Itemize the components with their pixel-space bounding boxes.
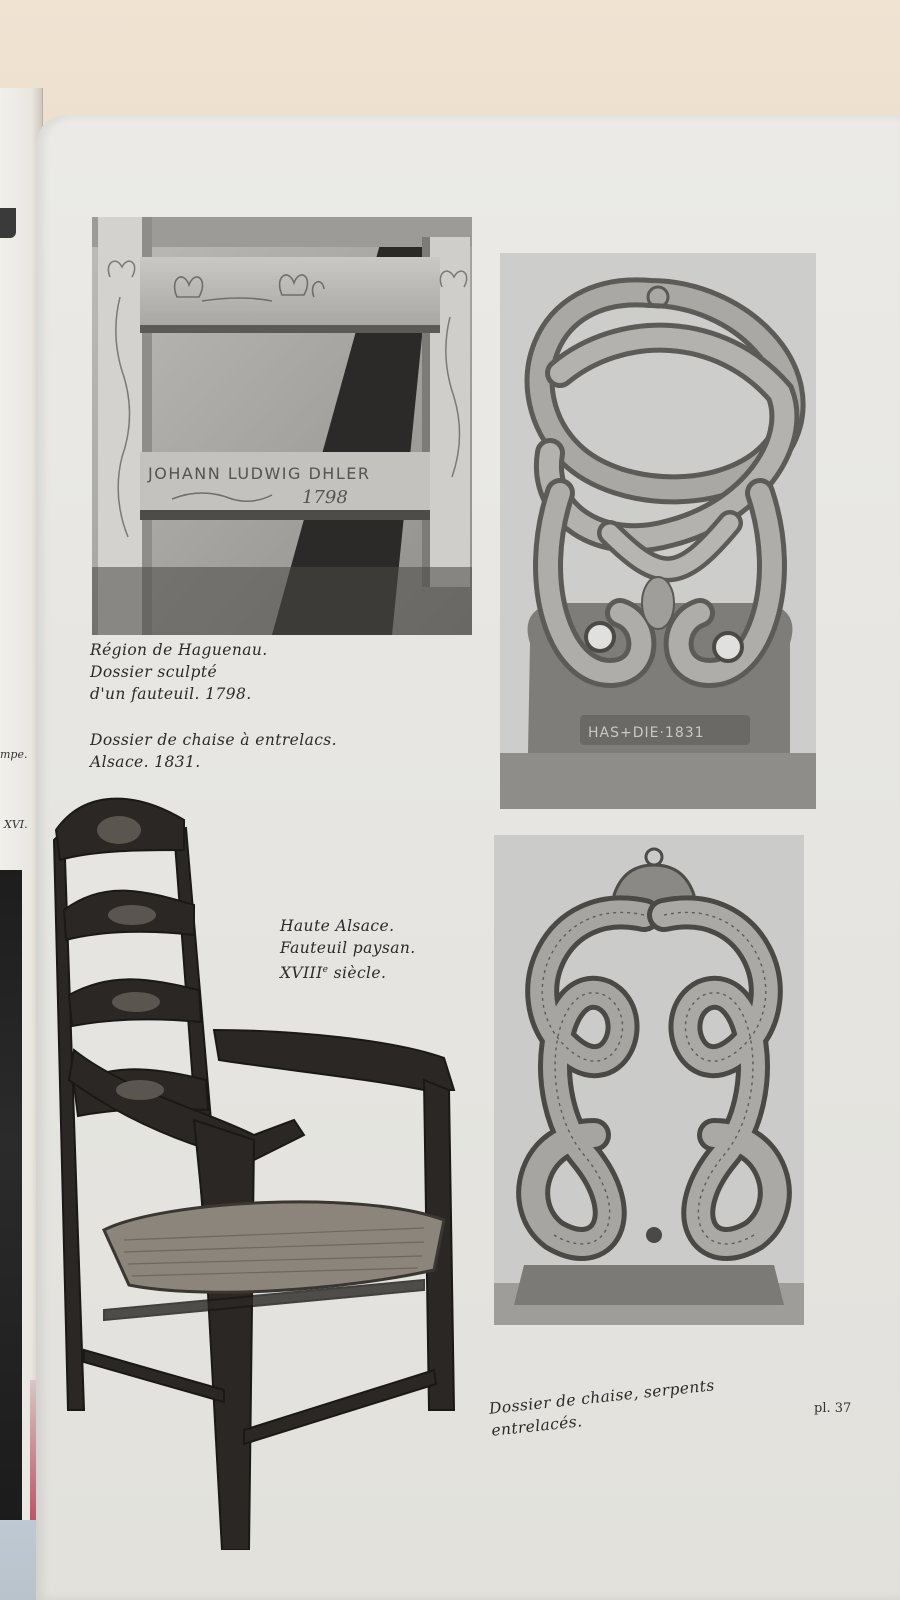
caption-line: Alsace. 1831. [90, 753, 201, 771]
caption-line: Dossier de chaise à entrelacs. [90, 731, 337, 749]
caption-line: Haute Alsace. [280, 917, 395, 935]
century-suffix: e [322, 965, 329, 975]
photo-haguenau-backrest [92, 217, 472, 635]
caption-entrelacs [90, 729, 337, 773]
haguenau-inscription: JOHANN LUDWIG DHLER [148, 464, 371, 483]
previous-page-text-fragment: XVI. [4, 818, 28, 831]
previous-page-photo-fragment [0, 870, 22, 1550]
caption-line: Région de Haguenau. [90, 641, 268, 659]
photo-serpents-backrest [494, 835, 804, 1325]
photo-interlace-backrest [500, 253, 816, 809]
caption-haguenau [90, 639, 268, 705]
century-word: siècle. [328, 964, 387, 983]
caption-line: Dossier sculpté [90, 663, 218, 681]
caption-line: Fauteuil paysan. [280, 939, 416, 957]
previous-page-text-fragment: mpe. [0, 748, 28, 761]
haguenau-date: 1798 [302, 487, 348, 508]
previous-page-photo-fragment-top [0, 208, 16, 238]
interlace-inscription: HAS+DIE·1831 [588, 725, 705, 741]
century-numeral: XVIII [280, 964, 323, 983]
book-page [36, 115, 900, 1600]
caption-line: d'un fauteuil. 1798. [90, 685, 252, 703]
caption-line: Dossier de chaise, serpents [488, 1376, 716, 1418]
caption-serpents [488, 1374, 718, 1441]
caption-haute-alsace [280, 915, 416, 984]
caption-line [280, 959, 416, 984]
photo-haute-alsace-armchair [44, 790, 464, 1550]
plate-number: pl. 37 [814, 1401, 852, 1416]
caption-line: entrelacés. [490, 1412, 584, 1440]
